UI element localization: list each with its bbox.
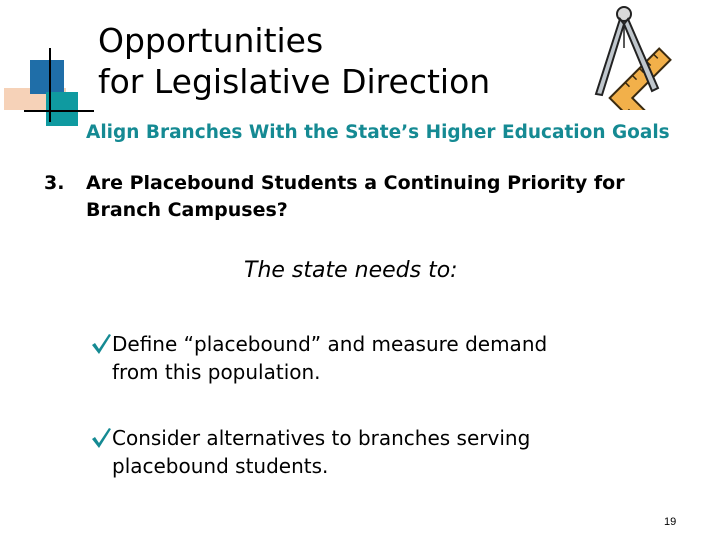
checkmark-icon xyxy=(90,332,112,356)
checkmark-icon xyxy=(90,426,112,450)
bullet-text xyxy=(90,424,690,480)
bullet-item xyxy=(90,424,690,480)
bullet-text-line-2: placebound students. xyxy=(112,454,329,478)
bullet-text-line-2: from this population. xyxy=(112,360,321,384)
bullet-text-line-1: Define “placebound” and measure demand xyxy=(112,332,548,356)
square-and-compass-icon xyxy=(562,2,680,110)
question-number: 3. xyxy=(44,172,65,194)
page-number: 19 xyxy=(664,516,677,528)
bullet-item xyxy=(90,330,690,386)
slide-title xyxy=(98,20,490,102)
slide-title-line-1: Opportunities xyxy=(98,21,324,60)
decorative-blue-square xyxy=(30,60,64,94)
question-item xyxy=(44,170,704,224)
question-text: Are Placebound Students a Continuing Priority for Branch Campuses? xyxy=(86,172,625,221)
slide-subtitle: Align Branches With the State’s Higher Education Goals xyxy=(86,122,670,143)
bullet-text-line-1: Consider alternatives to branches serving xyxy=(112,426,531,450)
slide-title-line-2: for Legislative Direction xyxy=(98,62,491,101)
lead-in-text: The state needs to: xyxy=(244,258,458,283)
decorative-horizontal-line xyxy=(24,110,94,112)
bullet-text xyxy=(90,330,690,386)
